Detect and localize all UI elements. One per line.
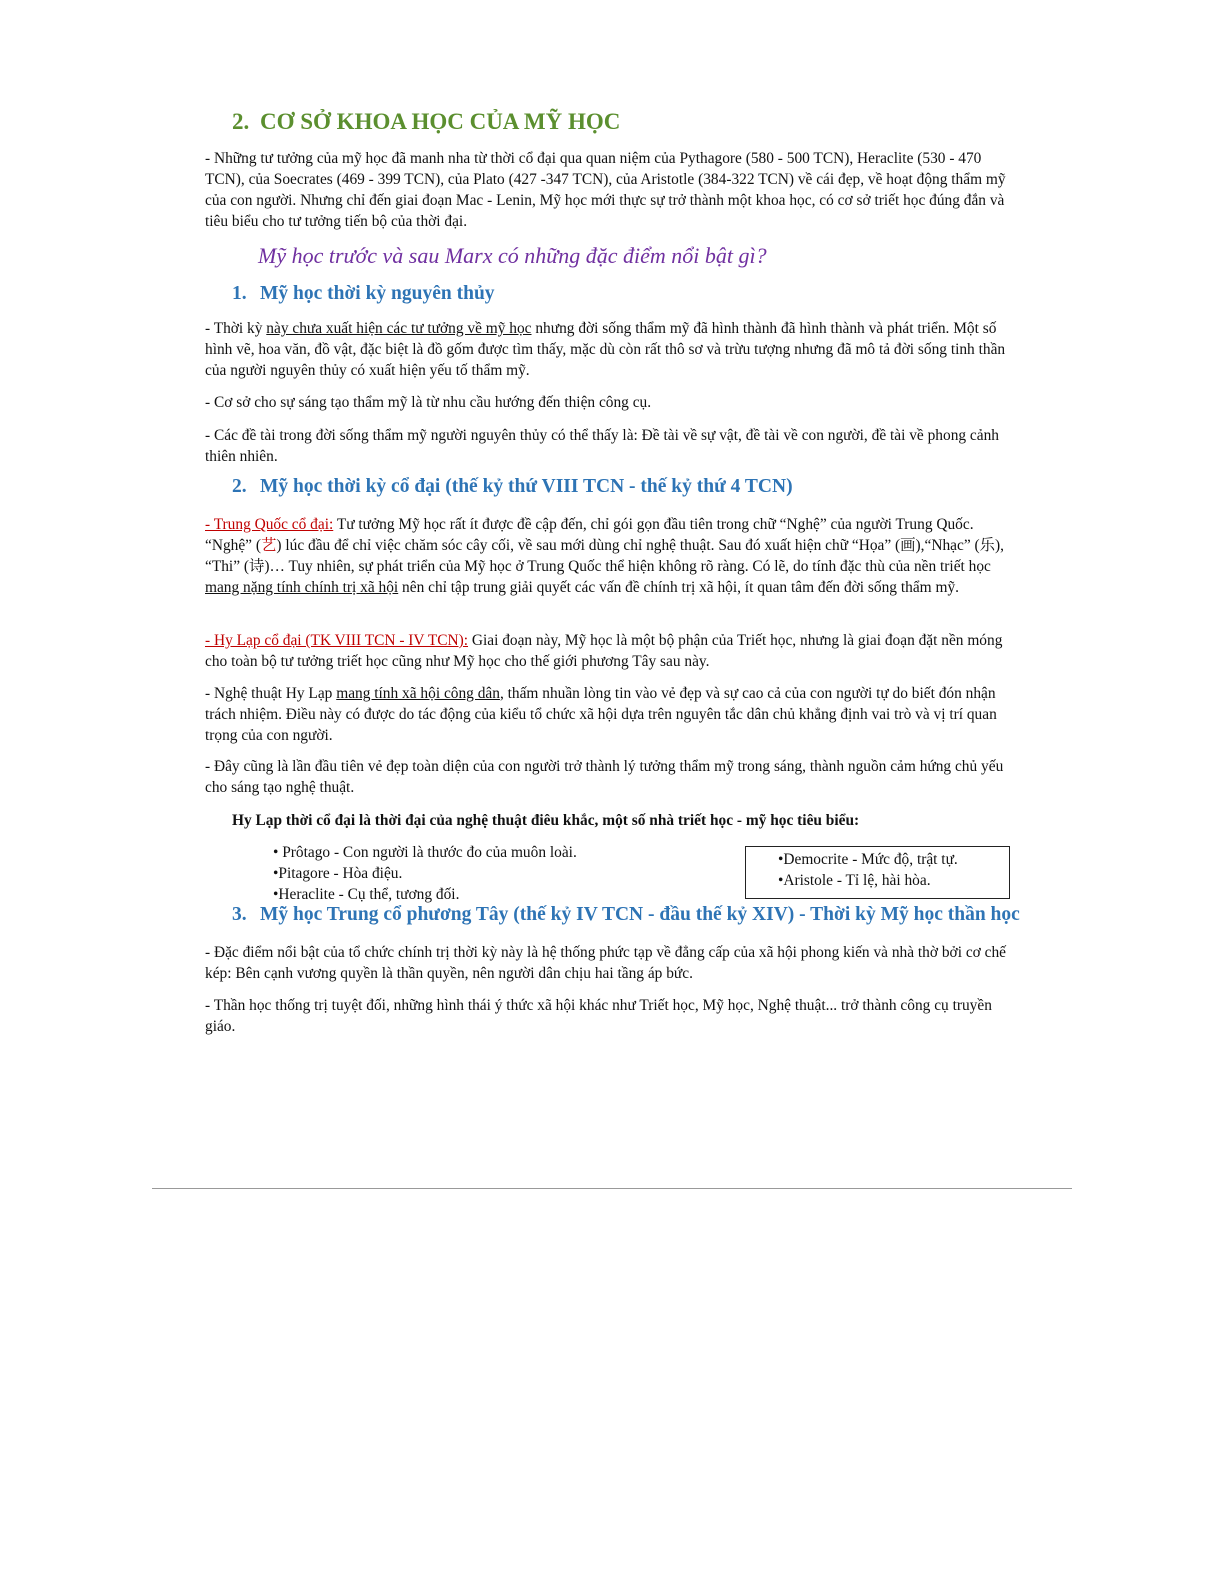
list-item: • Prôtago - Con người là thước đo của muôn loài. <box>273 844 577 861</box>
list-item: •Pitagore - Hòa điệu. <box>273 865 403 882</box>
intro-paragraph: - Những tư tưởng của mỹ học đã manh nha từ thời cổ đại qua quan niệm của Pythagore (580 - 500 TCN), Heraclite (530 - 470 TCN), của Soecrates (469 - 399 TCN), của Plato (427 -347 TCN), của Aristotle (384-322 TCN) về cái đẹp, về hoạt động thẩm mỹ của con người. Nhưng chỉ đến giai đoạn Mac - Lenin, Mỹ học mới thực sự trở thành một khoa học, có cơ sở triết học đúng đắn và tiêu biểu cho tư tưởng tiến bộ của thời đại. <box>205 150 1006 230</box>
list-item: •Democrite - Mức độ, trật tự. <box>778 851 958 868</box>
subheading-1: 1. Mỹ học thời kỳ nguyên thủy <box>232 283 495 304</box>
greek-art-paragraph: - Nghệ thuật Hy Lạp mang tính xã hội công dân, thấm nhuần lòng tin vào vẻ đẹp và sự cao cả của con người tự do biết đón nhận trách nhiệm. Điều này có được do tác động của kiểu tổ chức xã hội dựa trên nguyên tắc dân chủ khẳng định vai trò và vị trí quan trọng của con người. <box>205 685 997 744</box>
philosopher-list-left <box>273 842 577 905</box>
medieval-paragraph-2: - Thần học thống trị tuyệt đối, những hình thái ý thức xã hội khác như Triết học, Mỹ học, Nghệ thuật... trở thành công cụ truyền giáo. <box>205 997 992 1035</box>
beauty-paragraph: - Đây cũng là lần đầu tiên vẻ đẹp toàn diện của con người trở thành lý tưởng thẩm mỹ trong sáng, thành nguồn cảm hứng chủ yếu cho sáng tạo nghệ thuật. <box>205 758 1004 796</box>
section-title: CƠ SỞ KHOA HỌC CỦA MỸ HỌC <box>260 109 621 134</box>
section-heading <box>232 108 620 136</box>
primitive-paragraph-3: - Các đề tài trong đời sống thẩm mỹ người nguyên thủy có thể thấy là: Đề tài về sự vật, đề tài về con người, đề tài về phong cảnh thiên nhiên. <box>205 427 999 465</box>
list-item: •Aristole - Tỉ lệ, hài hòa. <box>778 872 931 889</box>
section-number: 2. <box>232 109 250 134</box>
subheading-3: 3. Mỹ học Trung cổ phương Tây (thế kỷ IV TCN - đầu thế kỷ XIV) - Thời kỳ Mỹ học thần học <box>232 904 1020 925</box>
page-footer-divider <box>152 1188 1072 1189</box>
question-heading: Mỹ học trước và sau Marx có những đặc điểm nổi bật gì? <box>258 243 767 268</box>
sculpture-heading: Hy Lạp thời cổ đại là thời đại của nghệ thuật điêu khắc, một số nhà triết học - mỹ học tiêu biểu: <box>232 812 860 829</box>
china-paragraph: - Trung Quốc cổ đại: Tư tưởng Mỹ học rất ít được đề cập đến, chỉ gói gọn đầu tiên trong chữ “Nghệ” của người Trung Quốc. “Nghệ” (艺) lúc đầu để chỉ việc chăm sóc cây cối, về sau mới dùng chỉ nghệ thuật. Sau đó xuất hiện chữ “Họa” (画),“Nhạc” (乐), “Thi” (诗)… Tuy nhiên, sự phát triển của Mỹ học ở Trung Quốc thể hiện không rõ ràng. Có lẽ, do tính đặc thù của nền triết học mang nặng tính chính trị xã hội nên chỉ tập trung giải quyết các vấn đề chính trị xã hội, ít quan tâm đến đời sống thẩm mỹ. <box>205 516 1005 596</box>
primitive-paragraph-2: - Cơ sở cho sự sáng tạo thẩm mỹ là từ nhu cầu hướng đến thiện công cụ. <box>205 394 652 411</box>
subheading-2: 2. Mỹ học thời kỳ cổ đại (thế kỷ thứ VIII TCN - thế kỷ thứ 4 TCN) <box>232 476 793 497</box>
list-item: •Heraclite - Cụ thể, tương đối. <box>273 886 460 903</box>
greece-paragraph: - Hy Lạp cổ đại (TK VIII TCN - IV TCN): Giai đoạn này, Mỹ học là một bộ phận của Triết học, nhưng là giai đoạn đặt nền móng cho toàn bộ tư tưởng triết học cũng như Mỹ học cho thế giới phương Tây sau này. <box>205 632 1003 670</box>
philosopher-textbox <box>745 846 1010 899</box>
primitive-paragraph-1: - Thời kỳ này chưa xuất hiện các tư tưởng về mỹ học nhưng đời sống thẩm mỹ đã hình thành đã hình thành và phát triển. Một số hình vẽ, hoa văn, đồ vật, đặc biệt là đồ gốm được tìm thấy, mặc dù còn rất thô sơ và trừu tượng nhưng đã mô tả đời sống tinh thần của người nguyên thủy có xuất hiện yếu tố thẩm mỹ. <box>205 320 1006 379</box>
medieval-paragraph-1: - Đặc điểm nổi bật của tổ chức chính trị thời kỳ này là hệ thống phức tạp về đẳng cấp của xã hội phong kiến và nhà thờ bởi cơ chế kép: Bên cạnh vương quyền là thần quyền, nên người dân chịu hai tầng áp bức. <box>205 944 1006 982</box>
